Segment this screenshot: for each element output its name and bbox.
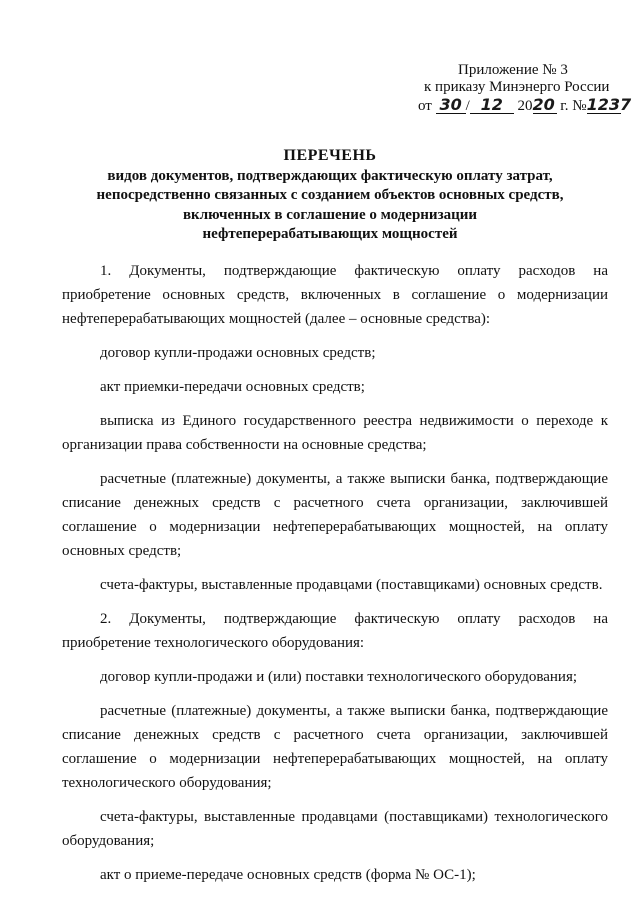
document-title — [60, 146, 600, 245]
paragraph-2: договор купли-продажи основных средств; — [100, 345, 376, 361]
date-day: 30 — [436, 96, 466, 114]
document-body — [62, 259, 608, 887]
paragraph-11: акт о приеме-передаче основных средств (форма № ОС-1); — [100, 867, 476, 883]
appendix-number: Приложение № 3 — [458, 62, 568, 78]
order-reference: к приказу Минэнерго России — [424, 79, 610, 95]
title-line: непосредственно связанных с созданием объектов основных средств, — [96, 187, 564, 203]
paragraph-9: расчетные (платежные) документы, а также выписки банка, подтверждающие списание денежных средств с расчетного счета организации, заключившей соглашение о модернизации нефтеперерабатывающих мощностей, на оплату технологического оборудования; — [62, 703, 608, 791]
title-line: видов документов, подтверждающих фактическую оплату затрат, — [107, 167, 553, 184]
paragraph-6: счета-фактуры, выставленные продавцами (поставщиками) основных средств. — [100, 577, 603, 593]
paragraph-10: счета-фактуры, выставленные продавцами (поставщиками) технологического оборудования; — [62, 809, 608, 849]
paragraph-7: 2. Документы, подтверждающие фактическую оплату расходов на приобретение технологического оборудования: — [62, 611, 608, 651]
title-main: ПЕРЕЧЕНЬ — [283, 147, 377, 164]
paragraph-4: выписка из Единого государственного реестра недвижимости о переходе к организации права собственности на основные средства; — [62, 413, 608, 453]
paragraph-5: расчетные (платежные) документы, а также выписки банка, подтверждающие списание денежных средств с расчетного счета организации, заключившей соглашение о модернизации нефтеперерабатывающих мощностей, на оплату основных средств; — [62, 471, 608, 559]
date-prefix: от — [418, 98, 432, 114]
date-month: 12 — [470, 96, 514, 114]
paragraph-3: акт приемки-передачи основных средств; — [100, 379, 365, 395]
order-number: 1237 — [586, 95, 632, 114]
title-line: нефтеперерабатывающих мощностей — [202, 226, 458, 242]
title-line: включенных в соглашение о модернизации — [182, 206, 478, 223]
date-year: 20 — [532, 95, 555, 114]
year-unit: г. № — [560, 98, 587, 114]
year-prefix: 20 — [517, 98, 533, 114]
order-date-line: от 30 / 12 2020 г. №1237 — [418, 95, 632, 114]
appendix-header — [418, 62, 632, 115]
paragraph-8: договор купли-продажи и (или) поставки технологического оборудования; — [100, 669, 578, 685]
paragraph-1: 1. Документы, подтверждающие фактическую оплату расходов на приобретение основных средств, включенных в соглашение о модернизации нефтеперерабатывающих мощностей (далее – основные средства): — [62, 263, 608, 327]
